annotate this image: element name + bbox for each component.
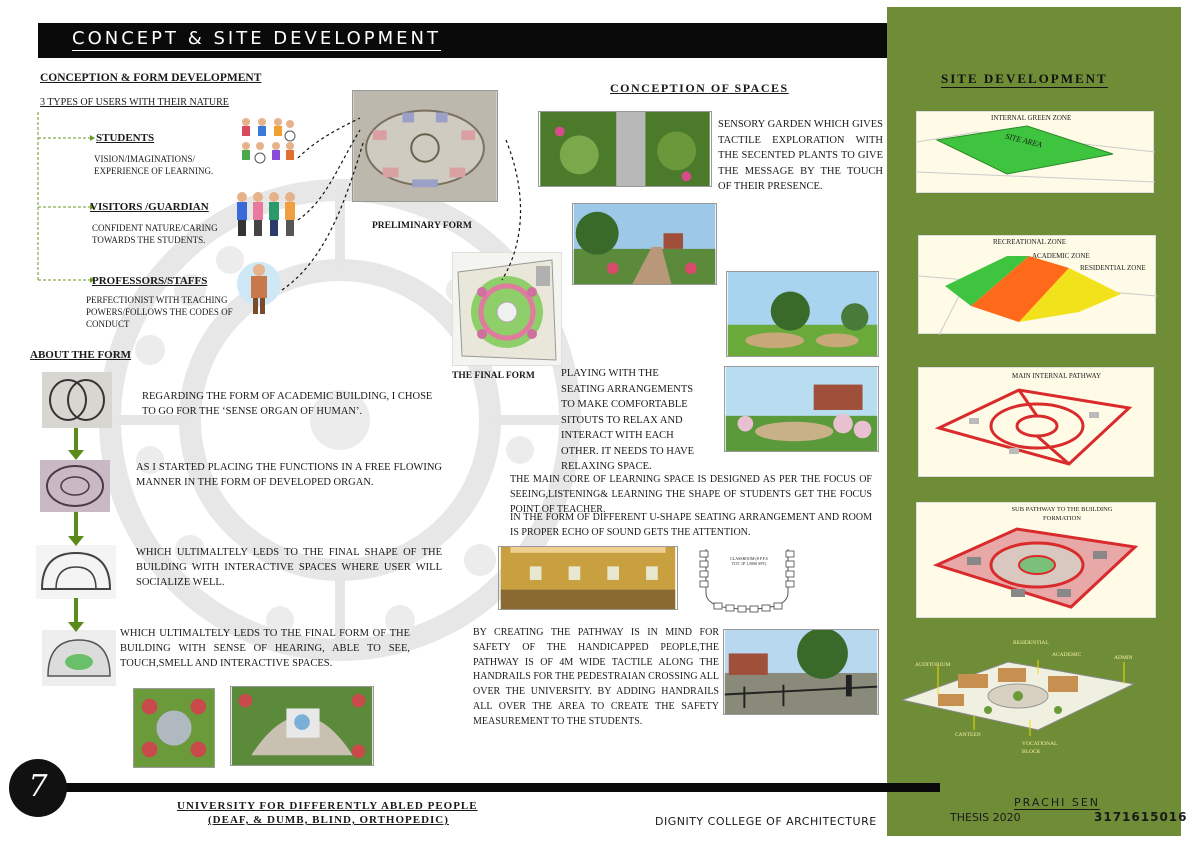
site-development-heading: SITE DEVELOPMENT (941, 71, 1108, 86)
site-area-label: SITE AREA (1004, 131, 1043, 150)
user-tree-connector (34, 110, 96, 288)
thesis-year: THESIS 2020 (950, 811, 1021, 824)
form-step1-sketch (42, 372, 112, 428)
render-aerial-2 (230, 686, 374, 766)
page-number-badge: 7 (9, 759, 67, 817)
seating-render-2 (724, 366, 879, 452)
residential-zone-label: RESIDENTIAL ZONE (1080, 264, 1146, 272)
internal-green-zone-label: INTERNAL GREEN ZONE (991, 114, 1072, 122)
project-subtitle: (DEAF, & DUMB, BLIND, ORTHOPEDIC) (208, 814, 449, 826)
user-students-desc: VISION/IMAGINATIONS/ EXPERIENCE OF LEARNING. (94, 154, 214, 176)
footer-bar (30, 783, 940, 792)
learning-core-text: THE MAIN CORE OF LEARNING SPACE IS DESIGNED AS PER THE FOCUS OF SEEING,LISTENING& LEARNING THE SHAPE OF STUDENTS GET THE FOCUS POINT OF TEACHER. (510, 474, 872, 515)
user-professors-label: PROFESSORS/STAFFS (92, 275, 208, 287)
sub-pathway-label: SUB PATHWAY TO THE BUILDING FORMATION (1011, 506, 1113, 522)
site-panel-zoning (918, 235, 1156, 334)
academic-zone-label: ACADEMIC ZONE (1032, 252, 1090, 260)
preliminary-form-label: PRELIMINARY FORM (372, 221, 472, 231)
conception-form-heading: CONCEPTION & FORM DEVELOPMENT (40, 72, 262, 84)
model-canteen-label: CANTEEN (955, 732, 981, 738)
dashed-connectors (276, 110, 526, 300)
classroom-plan-label: CLASSROOM (8 F.F.S TOT. 1P 1,5000 SFT) (730, 556, 768, 566)
model-auditorium-label: AUDITORIUM (915, 662, 951, 668)
page-title: CONCEPT & SITE DEVELOPMENT (72, 28, 441, 49)
form-step3-text: WHICH ULTIMALTELY LEDS TO THE FINAL SHAPE OF THE BUILDING WITH INTERACTIVE SPACES WHERE USER WILL SOCIALIZE WELL. (136, 547, 442, 588)
main-pathway-label: MAIN INTERNAL PATHWAY (1012, 372, 1102, 380)
classroom-interior-render (498, 546, 678, 610)
learning-core-text-2: IN THE FORM OF DIFFERENT U-SHAPE SEATING ARRANGEMENT AND ROOM IS PROPER ECHO OF SOUND GETS THE ATTENTION. (510, 512, 872, 538)
sensory-garden-text: SENSORY GARDEN WHICH GIVES TACTILE EXPLORATION WITH THE SECENTED PLANTS TO GIVE THE MESSAGE BY THE TOUCH OF THEIR PRESENCE. (718, 119, 883, 192)
form-step4-text: WHICH ULTIMALTELY LEDS TO THE FINAL FORM OF THE BUILDING WITH SENSE OF HEARING, ABLE TO SEE, TOUCH,SMELL AND INTERACTIVE SPACES. (120, 628, 410, 669)
roll-number: 3171615016 (1094, 810, 1188, 824)
seating-render-1 (726, 271, 879, 357)
form-step1-text: REGARDING THE FORM OF ACADEMIC BUILDING, I CHOSE TO GO FOR THE ‘SENSE ORGAN OF HUMAN’. (142, 391, 433, 417)
project-title: UNIVERSITY FOR DIFFERENTLY ABLED PEOPLE (177, 800, 478, 812)
form-step2-text: AS I STARTED PLACING THE FUNCTIONS IN A FREE FLOWING MANNER IN THE FORM OF DEVELOPED ORGAN. (136, 462, 442, 488)
pathway-text: BY CREATING THE PATHWAY IS IN MIND FOR SAFETY OF THE HANDICAPPED PEOPLE,THE PATHWAY IS OF 4M WIDE TACTILE ALONG THE HANDRAILS FOR THE PEDESTRAIAN CROSSING ALL OVER THE UNIVERSITY. BY ADDING HANDRAILS ALL OVER THE AREA TO CREATE THE SAFETY MEASUREMENT TO THE STUDENTS. (473, 627, 719, 727)
garden-path-photo (572, 203, 717, 285)
model-vocational-label: VOCATIONAL BLOCK (1022, 741, 1058, 755)
u-shape-seating-plan (692, 543, 802, 615)
model-admin-label: ADMIN (1114, 655, 1133, 661)
pathway-render (723, 629, 879, 715)
form-flow-arrows (68, 428, 84, 638)
model-residential-label: RESIDENTIAL (1013, 640, 1049, 646)
college-name: DIGNITY COLLEGE OF ARCHITECTURE (655, 815, 877, 828)
user-types-subheading: 3 TYPES OF USERS WITH THEIR NATURE (40, 97, 229, 108)
form-step4-sketch (42, 630, 116, 686)
about-form-heading: ABOUT THE FORM (30, 349, 132, 361)
user-students-label: STUDENTS (96, 132, 155, 144)
model-academic-label: ACADEMIC (1052, 652, 1082, 658)
render-aerial-1 (133, 688, 215, 768)
sensory-garden-photo (538, 111, 712, 187)
author-name: PRACHI SEN (1014, 796, 1101, 809)
final-form-label: THE FINAL FORM (452, 371, 535, 381)
site-panel-green-zone (916, 111, 1154, 193)
conception-spaces-heading: CONCEPTION OF SPACES (610, 81, 789, 95)
user-visitors-label: VISITORS /GUARDIAN (90, 201, 209, 213)
recreational-zone-label: RECREATIONAL ZONE (993, 238, 1067, 246)
site-panel-main-pathway (918, 367, 1154, 477)
user-professors-desc: PERFECTIONIST WITH TEACHING POWERS/FOLLOWS THE CODES OF CONDUCT (86, 295, 233, 329)
user-visitors-desc: CONFIDENT NATURE/CARING TOWARDS THE STUDENTS. (92, 223, 218, 245)
seating-text: PLAYING WITH THE SEATING ARRANGEMENTS TO MAKE COMFORTABLE SITOUTS TO RELAX AND INTERACT WITH EACH OTHER. IT NEEDS TO HAVE RELAXING SPACE. (561, 368, 695, 472)
